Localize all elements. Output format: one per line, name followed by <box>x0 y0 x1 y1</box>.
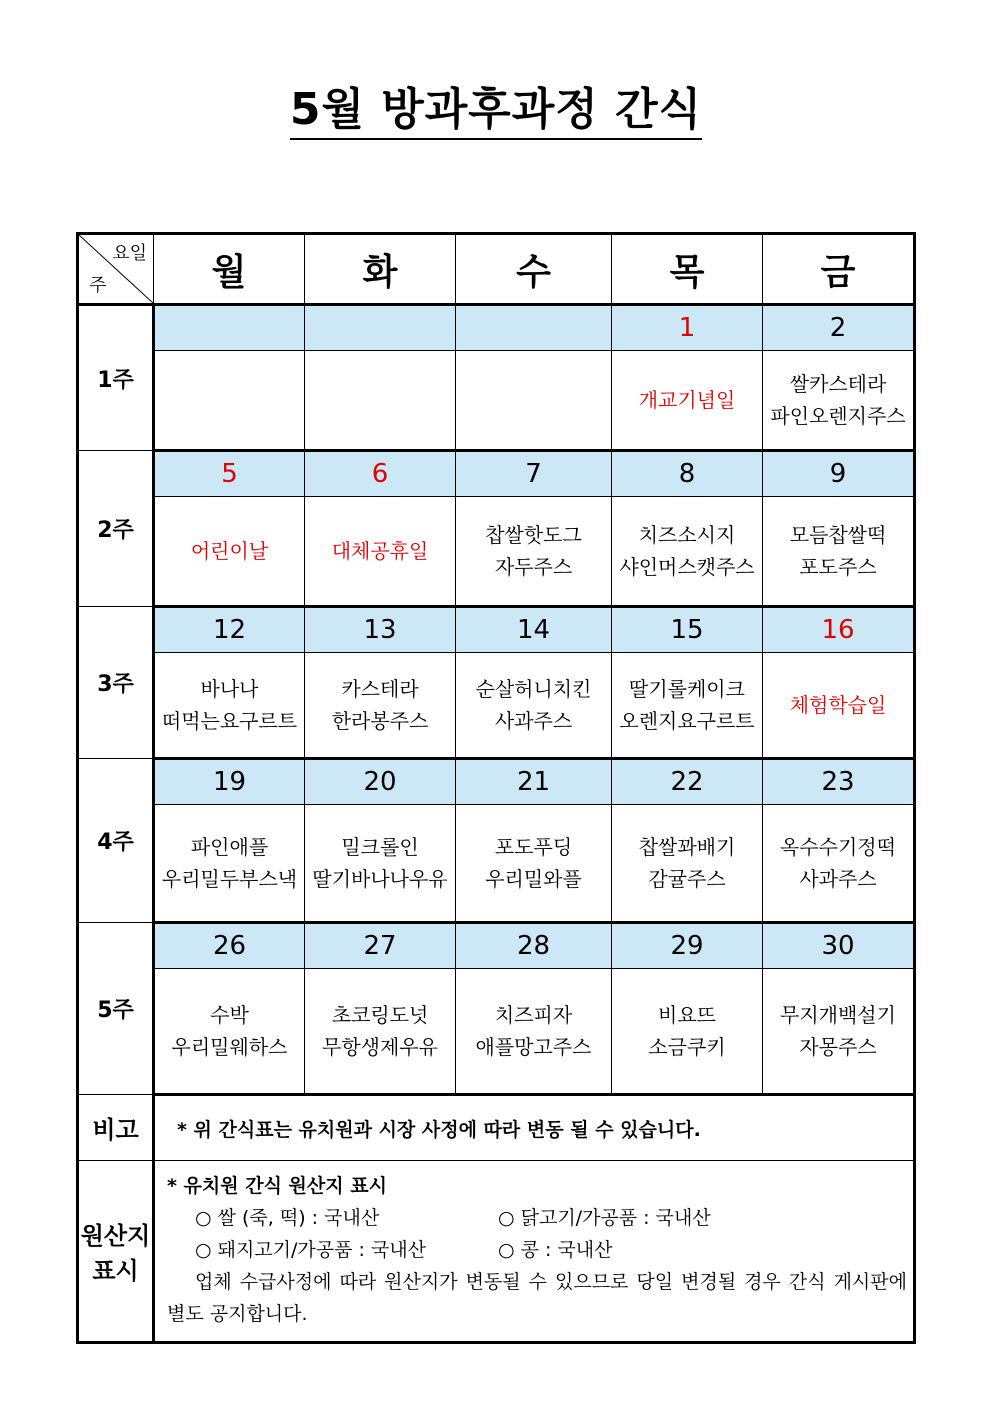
menu-cell-mon <box>154 351 305 451</box>
menu-cell-wed <box>456 969 612 1095</box>
date-cell-tue: 20 <box>305 759 456 805</box>
day-header-fri: 금 <box>763 234 915 305</box>
menu-cell-tue <box>305 497 456 607</box>
menu-item: 수박 <box>210 1003 249 1027</box>
menu-item: 애플망고주스 <box>475 1035 592 1059</box>
menu-item: 사과주스 <box>799 867 877 891</box>
menu-cell-mon <box>154 805 305 923</box>
menu-cell-thu <box>612 497 763 607</box>
date-cell-thu: 29 <box>612 923 763 969</box>
menu-cell-wed <box>456 805 612 923</box>
menu-cell-fri <box>763 805 915 923</box>
menu-item: 치즈피자 <box>494 1003 573 1027</box>
date-cell-thu: 8 <box>612 451 763 497</box>
menu-cell-wed <box>456 653 612 759</box>
menu-row <box>78 653 915 759</box>
date-cell-tue <box>305 305 456 351</box>
page-title <box>0 84 992 140</box>
menu-cell-thu <box>612 805 763 923</box>
note-label: 비고 <box>78 1095 154 1161</box>
date-row <box>78 607 915 653</box>
date-cell-wed: 28 <box>456 923 612 969</box>
menu-cell-tue <box>305 351 456 451</box>
menu-item: 비요뜨 <box>658 1003 716 1027</box>
date-cell-wed: 7 <box>456 451 612 497</box>
date-cell-fri: 9 <box>763 451 915 497</box>
menu-item: 우리밀와플 <box>485 867 582 891</box>
menu-cell-mon <box>154 497 305 607</box>
note-row <box>78 1095 915 1161</box>
origin-bean: ○ 콩 : 국내산 <box>498 1239 613 1261</box>
menu-item: 포도주스 <box>799 555 877 579</box>
menu-cell-tue <box>305 969 456 1095</box>
menu-cell-fri <box>763 351 915 451</box>
origin-row-1 <box>167 1202 907 1234</box>
menu-item: 사과주스 <box>494 709 573 733</box>
page-title-text: 5월 방과후과정 간식 <box>290 84 702 140</box>
date-row <box>78 923 915 969</box>
origin-label-line-1: 원산지 <box>80 1222 151 1250</box>
day-header-mon: 월 <box>154 234 305 305</box>
origin-label-line-2: 표시 <box>92 1257 139 1285</box>
menu-item: 오렌지요구르트 <box>619 709 755 733</box>
menu-item: 모듬찹쌀떡 <box>789 523 887 547</box>
menu-item: 자두주스 <box>494 555 573 579</box>
snack-schedule-table <box>76 232 916 1344</box>
menu-cell-thu <box>612 969 763 1095</box>
menu-item: 바나나 <box>200 677 259 701</box>
menu-cell-fri <box>763 653 915 759</box>
date-cell-tue: 13 <box>305 607 456 653</box>
menu-cell-fri <box>763 497 915 607</box>
week-label: 1주 <box>78 305 154 451</box>
menu-item: 파인오렌지주스 <box>770 404 906 428</box>
date-cell-thu: 1 <box>612 305 763 351</box>
day-header-thu: 목 <box>612 234 763 305</box>
origin-rice: ○ 쌀 (죽, 떡) : 국내산 <box>195 1207 380 1229</box>
origin-content <box>154 1161 915 1343</box>
menu-cell-thu <box>612 653 763 759</box>
date-cell-mon <box>154 305 305 351</box>
date-cell-fri: 16 <box>763 607 915 653</box>
menu-cell-wed <box>456 351 612 451</box>
origin-row <box>78 1161 915 1343</box>
menu-row <box>78 969 915 1095</box>
day-header-wed: 수 <box>456 234 612 305</box>
menu-item: 체험학습일 <box>789 693 887 717</box>
header-row <box>78 234 915 305</box>
menu-item: 딸기바나나우유 <box>312 867 448 891</box>
date-row <box>78 759 915 805</box>
menu-item: 샤인머스캣주스 <box>619 555 755 579</box>
day-header-tue: 화 <box>305 234 456 305</box>
menu-cell-mon <box>154 653 305 759</box>
menu-item: 우리밀웨하스 <box>171 1035 288 1059</box>
menu-item: 순살허니치킨 <box>475 677 592 701</box>
menu-item: 무지개백설기 <box>780 1003 896 1027</box>
menu-cell-tue <box>305 805 456 923</box>
menu-cell-wed <box>456 497 612 607</box>
date-cell-thu: 22 <box>612 759 763 805</box>
menu-item: 소금쿠키 <box>648 1035 726 1059</box>
week-label: 2주 <box>78 451 154 607</box>
date-row <box>78 305 915 351</box>
menu-item: 옥수수기정떡 <box>780 835 896 859</box>
date-cell-mon: 19 <box>154 759 305 805</box>
weeks-body <box>78 305 915 1095</box>
date-cell-fri: 2 <box>763 305 915 351</box>
menu-item: 쌀카스테라 <box>789 372 887 396</box>
menu-item: 치즈소시지 <box>638 523 736 547</box>
origin-notice: 업체 수급사정에 따라 원산지가 변동될 수 있으므로 당일 변경될 경우 간식 게시판에 별도 공지합니다. <box>167 1271 907 1325</box>
origin-heading: * 유치원 간식 원산지 표시 <box>167 1175 387 1197</box>
menu-cell-fri <box>763 969 915 1095</box>
menu-item: 자몽주스 <box>799 1035 877 1059</box>
date-cell-wed: 21 <box>456 759 612 805</box>
menu-item: 포도푸딩 <box>494 835 573 859</box>
date-cell-mon: 12 <box>154 607 305 653</box>
menu-item: 어린이날 <box>190 539 269 563</box>
menu-item: 개교기념일 <box>638 388 736 412</box>
corner-day-label: 요일 <box>112 243 147 264</box>
menu-cell-thu <box>612 351 763 451</box>
menu-item: 우리밀두부스낵 <box>161 867 298 891</box>
menu-cell-tue <box>305 653 456 759</box>
menu-item: 딸기롤케이크 <box>629 677 745 701</box>
menu-row <box>78 497 915 607</box>
menu-item: 떠먹는요구르트 <box>161 709 298 733</box>
week-label: 4주 <box>78 759 154 923</box>
menu-item: 대체공휴일 <box>331 539 429 563</box>
corner-cell <box>78 234 154 305</box>
date-row <box>78 451 915 497</box>
menu-item: 카스테라 <box>341 677 419 701</box>
menu-item: 찹쌀꽈배기 <box>638 835 736 859</box>
origin-pork: ○ 돼지고기/가공품 : 국내산 <box>195 1239 427 1261</box>
menu-row <box>78 805 915 923</box>
corner-week-label: 주 <box>89 275 107 296</box>
date-cell-tue: 6 <box>305 451 456 497</box>
date-cell-tue: 27 <box>305 923 456 969</box>
date-cell-fri: 30 <box>763 923 915 969</box>
origin-row-2 <box>167 1234 907 1266</box>
menu-item: 초코링도넛 <box>331 1003 429 1027</box>
menu-item: 무항생제우유 <box>322 1035 438 1059</box>
date-cell-wed <box>456 305 612 351</box>
note-text: * 위 간식표는 유치원과 시장 사정에 따라 변동 될 수 있습니다. <box>154 1095 915 1161</box>
date-cell-thu: 15 <box>612 607 763 653</box>
week-label: 5주 <box>78 923 154 1095</box>
origin-chicken: ○ 닭고기/가공품 : 국내산 <box>498 1207 711 1229</box>
menu-cell-mon <box>154 969 305 1095</box>
menu-item: 한라봉주스 <box>331 709 429 733</box>
menu-item: 밀크롤인 <box>341 835 419 859</box>
menu-item: 파인애플 <box>190 835 269 859</box>
menu-item: 감귤주스 <box>648 867 726 891</box>
menu-row <box>78 351 915 451</box>
date-cell-mon: 5 <box>154 451 305 497</box>
date-cell-fri: 23 <box>763 759 915 805</box>
date-cell-wed: 14 <box>456 607 612 653</box>
week-label: 3주 <box>78 607 154 759</box>
origin-label <box>78 1161 154 1343</box>
menu-item: 찹쌀핫도그 <box>485 523 582 547</box>
date-cell-mon: 26 <box>154 923 305 969</box>
